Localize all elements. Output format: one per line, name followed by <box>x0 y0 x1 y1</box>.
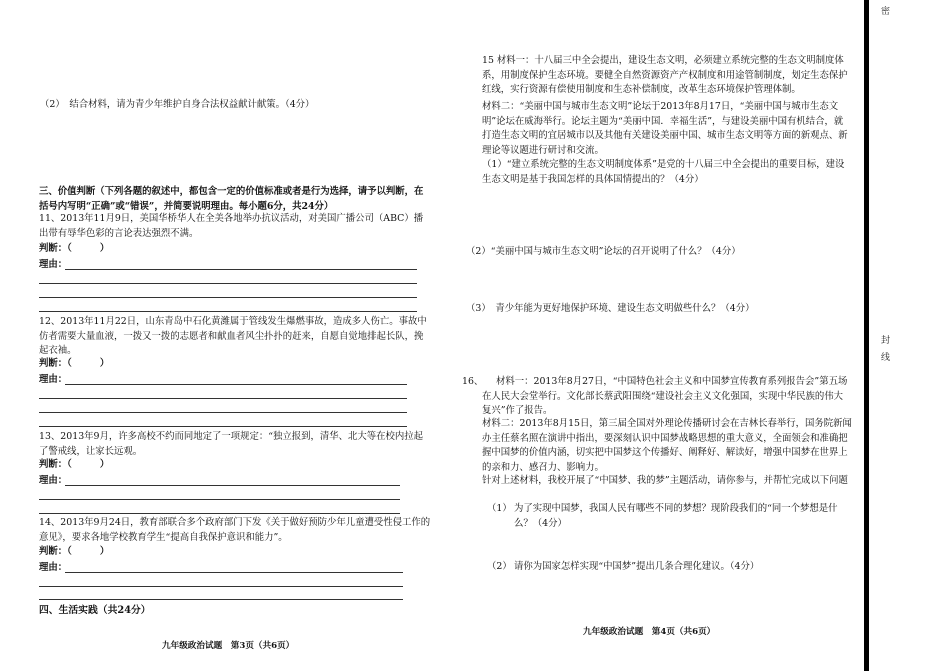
question-14: 14、2013年9月24日，教育部联合多个政府部门下发《关于做好预防少年儿童遭受性侵工作的意见》，要求各地学校教育学生“提高自我保护意识和能力”。 <box>39 517 431 543</box>
answer-line[interactable] <box>39 283 417 284</box>
question-16-2-number: （2） <box>487 561 512 572</box>
judge-label-13: 判断：（ ） <box>39 459 110 470</box>
page-footer-right: 九年级政治试题 第4页（共6页） <box>583 627 716 637</box>
binding-mark-mi: 密 <box>881 7 891 17</box>
page-footer-left: 九年级政治试题 第3页（共6页） <box>162 641 295 651</box>
binding-mark-feng: 封 <box>881 336 891 346</box>
question-16-intro: 针对上述材料，我校开展了“中国梦、我的梦”主题活动，请你参与，并帮忙完成以下问题 <box>482 475 848 486</box>
question-13: 13、2013年9月，许多高校不约而同地定了一项规定：“独立报到，清华、北大等在校内拉起了警戒线，让家长远观。 <box>39 431 424 457</box>
answer-line[interactable] <box>39 499 400 500</box>
question-11: 11、2013年11月9日，美国华桥华人在全美各地举办抗议活动，对美国广播公司（ABC）播出带有辱华色彩的言论表达强烈不满。 <box>39 213 424 239</box>
question-15-3: （3） 青少年能为更好地保护环境、建设生态文明做些什么？（4分） <box>466 303 755 314</box>
section-3-title: 三、价值判断（下列各题的叙述中，都包含一定的价值标准或者是行为选择，请予以判断，在括号内写明“正确”或“错误”，并简要说明理由。每小题6分，共24分） <box>39 186 424 213</box>
reason-label-11: 理由： <box>39 259 68 270</box>
answer-line[interactable] <box>39 513 400 514</box>
answer-line[interactable] <box>39 398 407 399</box>
reason-label-14: 理由： <box>39 562 68 573</box>
question-16-1: 为了实现中国梦，我国人民有哪些不同的梦想？现阶段我们的“同一个梦想是什么？（4分） <box>514 503 838 529</box>
answer-line[interactable] <box>65 572 403 573</box>
reason-label-12: 理由： <box>39 374 68 385</box>
answer-line[interactable] <box>39 599 403 600</box>
answer-line[interactable] <box>65 384 407 385</box>
binding-mark-xian: 线 <box>881 353 891 363</box>
question-15-material-1: 15 材料一：十八届三中全会提出，建设生态文明，必须建立系统完整的生态文明制度体系，用制度保护生态环境。要健全自然资源资产产权制度和用途管制制度，划定生态保护红线，实行资源有偿使用制度和生态补偿制度，改革生态环境保护管理体制。 <box>482 55 848 96</box>
binding-margin-bar <box>864 0 869 671</box>
question-15-1: （1）“建立系统完整的生态文明制度体系”是党的十八届三中全会提出的重要目标，建设生态文明是基于我国怎样的具体国情提出的？（4分） <box>482 159 845 185</box>
judge-label-14: 判断：（ ） <box>39 546 110 557</box>
question-16-number: 16、 <box>462 376 484 387</box>
question-16-1-number: （1） <box>487 503 512 514</box>
section-4-title: 四、生活实践（共24分） <box>39 605 151 616</box>
answer-line[interactable] <box>65 269 417 270</box>
question-16-material-2: 材料二：2013年8月15日，第三届全国对外理论传播研讨会在吉林长春举行，国务院新闻办主任蔡名照在演讲中指出，要深刻认识中国梦战略思想的重大意义，全面领会和准确把握中国梦的价值内涵，切实把中国梦这个传播好、阐释好、解读好，增强中国梦在世界上的亲和力、感召力、影响力。 <box>482 418 852 473</box>
question-15-material-2: 材料二：“美丽中国与城市生态文明”论坛于2013年8月17日，“美丽中国与城市生态文明”论坛在威海举行。论坛主题为“美丽中国．幸福生活”，与建设美丽中国有机结合，就打造生态文明的宜居城市以及其他有关建设美丽中国、城市生态文明等方面的新观点、新理论等议题进行研讨和交流。 <box>482 101 848 156</box>
question-12: 12、2013年11月22日，山东青岛中石化黄潍属于管线发生爆燃事故，造成多人伤亡。事故中仿者需要大量血液，一拨又一拨的志愿者和献血者风尘扑扑的赶来，自愿自觉地排起长队，挽起衣袖。 <box>39 316 427 357</box>
answer-line[interactable] <box>39 412 407 413</box>
judge-label-11: 判断：（ ） <box>39 243 110 254</box>
answer-line[interactable] <box>39 426 407 427</box>
answer-line[interactable] <box>39 297 417 298</box>
question-16-2: 请你为国家怎样实现“中国梦”提出几条合理化建议。（4分） <box>514 561 760 572</box>
answer-line[interactable] <box>65 485 400 486</box>
question-15-2: （2）“美丽中国与城市生态文明”论坛的召开说明了什么？（4分） <box>466 246 741 257</box>
judge-label-12: 判断：（ ） <box>39 358 110 369</box>
answer-line[interactable] <box>39 311 417 312</box>
question-16-material-1: 材料一：2013年8月27日，“中国特色社会主义和中国梦宣传教育系列报告会”第五场在人民大会堂举行。文化部长蔡武阳围绕“建设社会主义文化强国，实现中华民族的伟大复兴”作了报告。 <box>482 376 848 417</box>
reason-label-13: 理由： <box>39 475 68 486</box>
question-10-2: （2） 结合材料，请为青少年维护自身合法权益献计献策。（4分） <box>40 99 315 110</box>
answer-line[interactable] <box>39 586 403 587</box>
